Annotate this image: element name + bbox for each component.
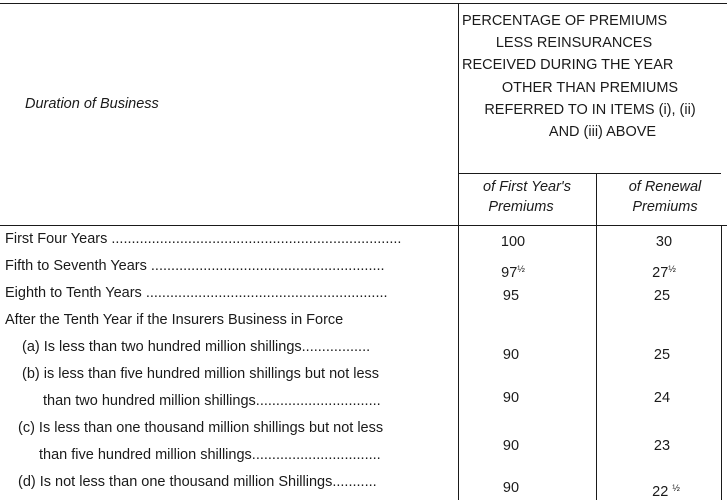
percentage-header-line: OTHER THAN PREMIUMS [501, 79, 679, 96]
top-rule [0, 3, 727, 4]
subheader-rule [458, 173, 721, 174]
row-label: (c) Is less than one thousand million shillings but not less [18, 420, 384, 436]
renewal-value-whole: 27 [652, 265, 669, 281]
subcolumn-divider [596, 173, 597, 500]
first-year-header-line: Premiums [488, 199, 554, 215]
row-label: Eighth to Tenth Years ............................................................ [5, 285, 388, 301]
row-label: (a) Is less than two hundred million shillings................. [22, 339, 371, 355]
renewal-value: 25 [653, 288, 671, 304]
percentage-header-line: RECEIVED DURING THE YEAR [462, 57, 674, 74]
first-year-value [473, 260, 553, 282]
right-edge-rule [721, 225, 722, 500]
renewal-value [626, 479, 706, 501]
percentage-header [462, 10, 718, 143]
row-label-continuation: than five hundred million shillings................................ [39, 447, 381, 463]
row-label: (b) is less than five hundred million shillings but not less [22, 366, 380, 382]
row-label: After the Tenth Year if the Insurers Business in Force [5, 312, 344, 328]
header-bottom-rule [0, 225, 727, 226]
first-year-value: 90 [502, 480, 520, 496]
fraction-half: ½ [517, 264, 525, 274]
first-year-premiums-header [462, 177, 592, 217]
percentage-header-line: LESS REINSURANCES [495, 35, 653, 52]
first-year-value: 90 [502, 347, 520, 363]
renewal-value: 25 [653, 347, 671, 363]
first-year-value-whole: 97 [501, 265, 518, 281]
row-label: Fifth to Seventh Years .......................................................... [5, 258, 385, 274]
percentage-header-line: AND (iii) ABOVE [548, 124, 657, 141]
renewal-header-line: of Renewal [628, 179, 702, 195]
fraction-half: ½ [672, 483, 680, 493]
first-year-value: 95 [502, 288, 520, 304]
percentage-header-line: REFERRED TO IN ITEMS (i), (ii) [484, 101, 696, 118]
row-label: First Four Years ........................................................................ [5, 231, 402, 247]
column-divider [458, 3, 459, 500]
first-year-value: 90 [502, 438, 520, 454]
first-year-value: 90 [502, 390, 520, 406]
renewal-value-whole: 22 [652, 484, 673, 500]
renewal-header-line: Premiums [632, 199, 698, 215]
row-label: (d) Is not less than one thousand million Shillings........... [18, 474, 377, 490]
renewal-value: 30 [655, 234, 673, 250]
percentage-header-line: PERCENTAGE OF PREMIUMS [462, 13, 668, 29]
row-label-continuation: than two hundred million shillings............................... [43, 393, 381, 409]
first-year-value: 100 [500, 234, 526, 250]
fraction-half: ½ [668, 264, 676, 274]
renewal-value: 24 [653, 390, 671, 406]
first-year-header-line: of First Year's [483, 179, 571, 195]
duration-header: Duration of Business [25, 96, 159, 112]
renewal-value: 23 [653, 438, 671, 454]
renewal-value [624, 260, 704, 282]
renewal-premiums-header [605, 177, 725, 217]
